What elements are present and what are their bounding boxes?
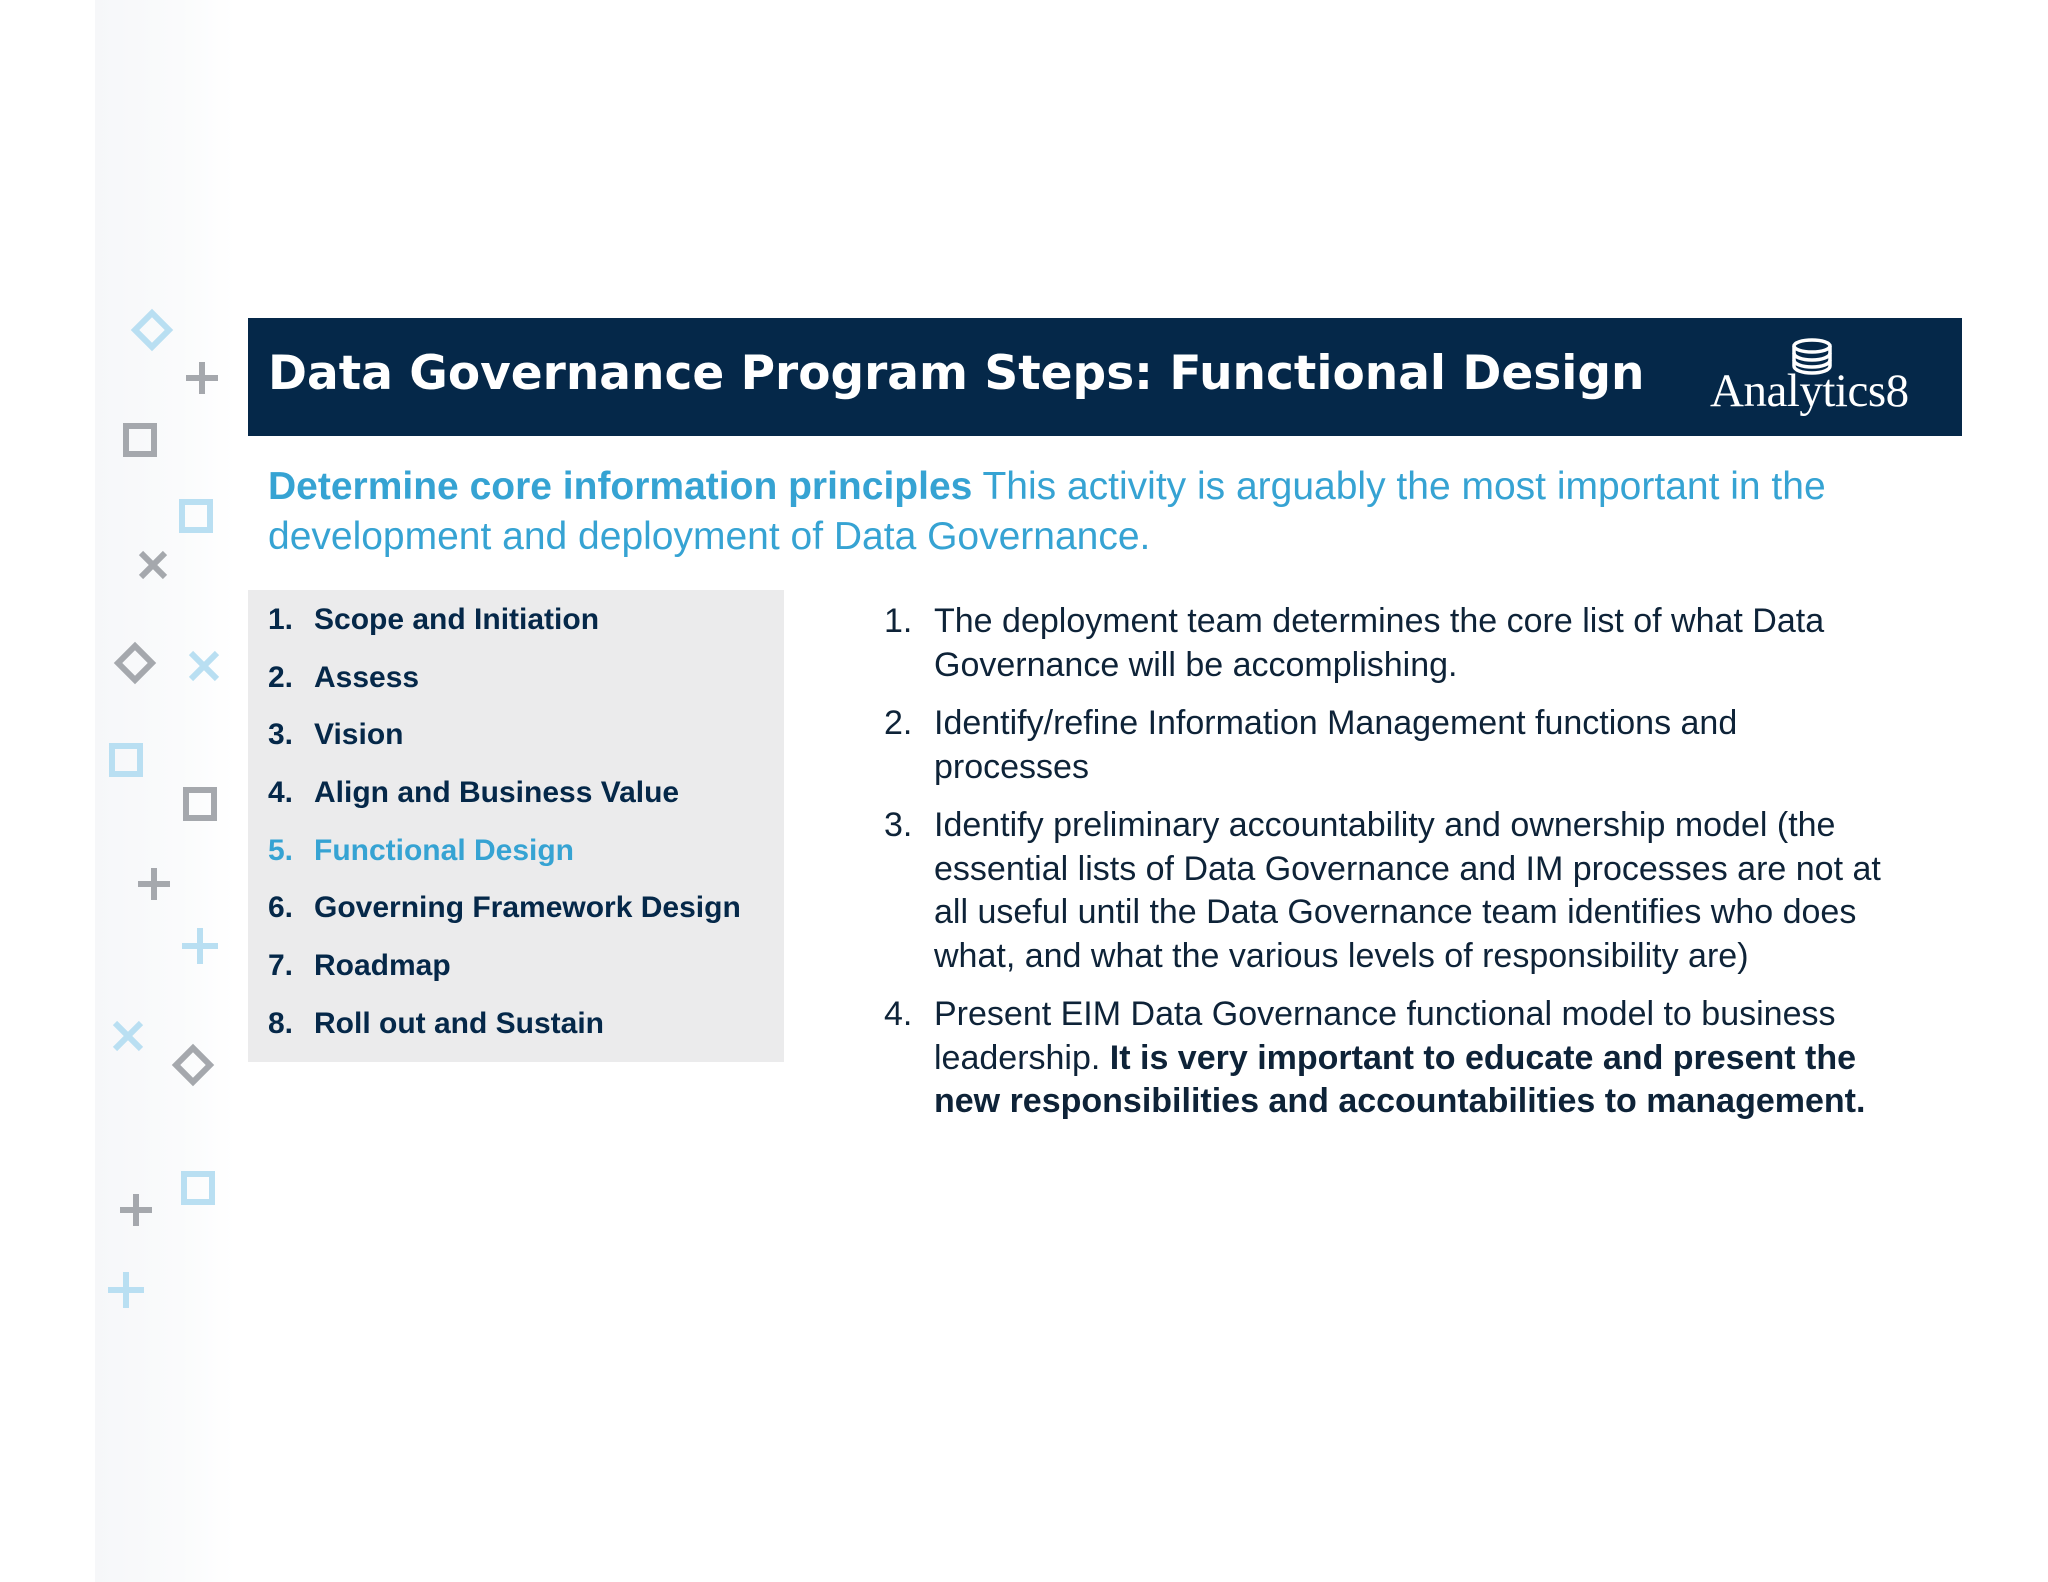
detail-item (884, 993, 1894, 1124)
detail-item (884, 702, 1894, 789)
step-item (268, 717, 741, 775)
diamond-icon (128, 306, 176, 354)
square-icon (178, 498, 214, 534)
detail-number: 2. (884, 704, 913, 742)
subtitle (268, 462, 1908, 562)
diamond-icon (168, 1040, 218, 1090)
step-number: 1. (268, 603, 294, 636)
title-bar (248, 318, 1962, 436)
square-icon (122, 422, 158, 458)
detail-text: Identify/refine Information Management functions and processes (934, 704, 1738, 786)
step-number: 3. (268, 718, 294, 752)
step-label: Vision (314, 718, 404, 752)
detail-number: 1. (884, 602, 913, 640)
plus-icon (134, 864, 174, 904)
step-item (268, 775, 741, 833)
cross-icon (110, 1018, 146, 1054)
step-label: Functional Design (314, 833, 575, 867)
step-label: Governing Framework Design (314, 891, 741, 925)
detail-emphasis: It is very important to educate and present the new responsibilities and accountabilities to management. (934, 1038, 1866, 1120)
detail-text-wrapper (934, 993, 1894, 1124)
cross-icon (136, 548, 170, 582)
detail-text: Present EIM Data Governance functional model to business leadership. (934, 995, 1836, 1077)
program-steps-box (248, 590, 784, 1062)
detail-number: 3. (884, 806, 913, 844)
detail-text: The deployment team determines the core list of what Data Governance will be accomplishing. (934, 602, 1825, 684)
step-label: Roll out and Sustain (314, 1006, 604, 1040)
step-item (268, 602, 741, 660)
functional-design-details (884, 600, 1894, 1139)
step-item-active (268, 833, 741, 891)
detail-number: 4. (884, 995, 913, 1033)
subtitle-body: This activity is arguably the most important in the development and deployment of Data Governance. (268, 465, 1826, 558)
plus-icon (182, 358, 222, 398)
detail-text: Identify preliminary accountability and ownership model (the essential lists of Data Governance and IM processes are not at all useful until the Data Governance team identifies who does what, and what the various levels of responsibility are) (934, 806, 1881, 975)
detail-item (884, 804, 1894, 978)
plus-icon (116, 1190, 156, 1230)
slide-title: Data Governance Program Steps: Functional Design (268, 346, 1645, 401)
plus-icon (104, 1268, 148, 1312)
square-icon (180, 1170, 216, 1206)
step-number: 2. (268, 660, 294, 694)
analytics8-logo (1710, 338, 1945, 418)
step-number: 8. (268, 1006, 294, 1040)
step-label: Scope and Initiation (314, 603, 600, 636)
square-icon (108, 742, 144, 778)
subtitle-lead: Determine core information principles (268, 465, 973, 508)
step-label: Align and Business Value (314, 776, 680, 810)
logo-wordmark: Analytics8 (1710, 365, 1909, 417)
square-icon (182, 786, 218, 822)
plus-icon (178, 924, 222, 968)
cross-icon (186, 648, 222, 684)
step-item (268, 660, 741, 718)
detail-item (884, 600, 1894, 687)
step-number: 5. (268, 833, 294, 867)
step-label: Roadmap (314, 949, 451, 983)
step-number: 7. (268, 949, 294, 983)
step-label: Assess (314, 660, 420, 694)
step-number: 6. (268, 891, 294, 925)
step-item (268, 1006, 741, 1064)
diamond-icon (110, 638, 160, 688)
step-number: 4. (268, 776, 294, 810)
step-item (268, 890, 741, 948)
step-item (268, 948, 741, 1006)
program-steps-list (268, 602, 741, 1064)
